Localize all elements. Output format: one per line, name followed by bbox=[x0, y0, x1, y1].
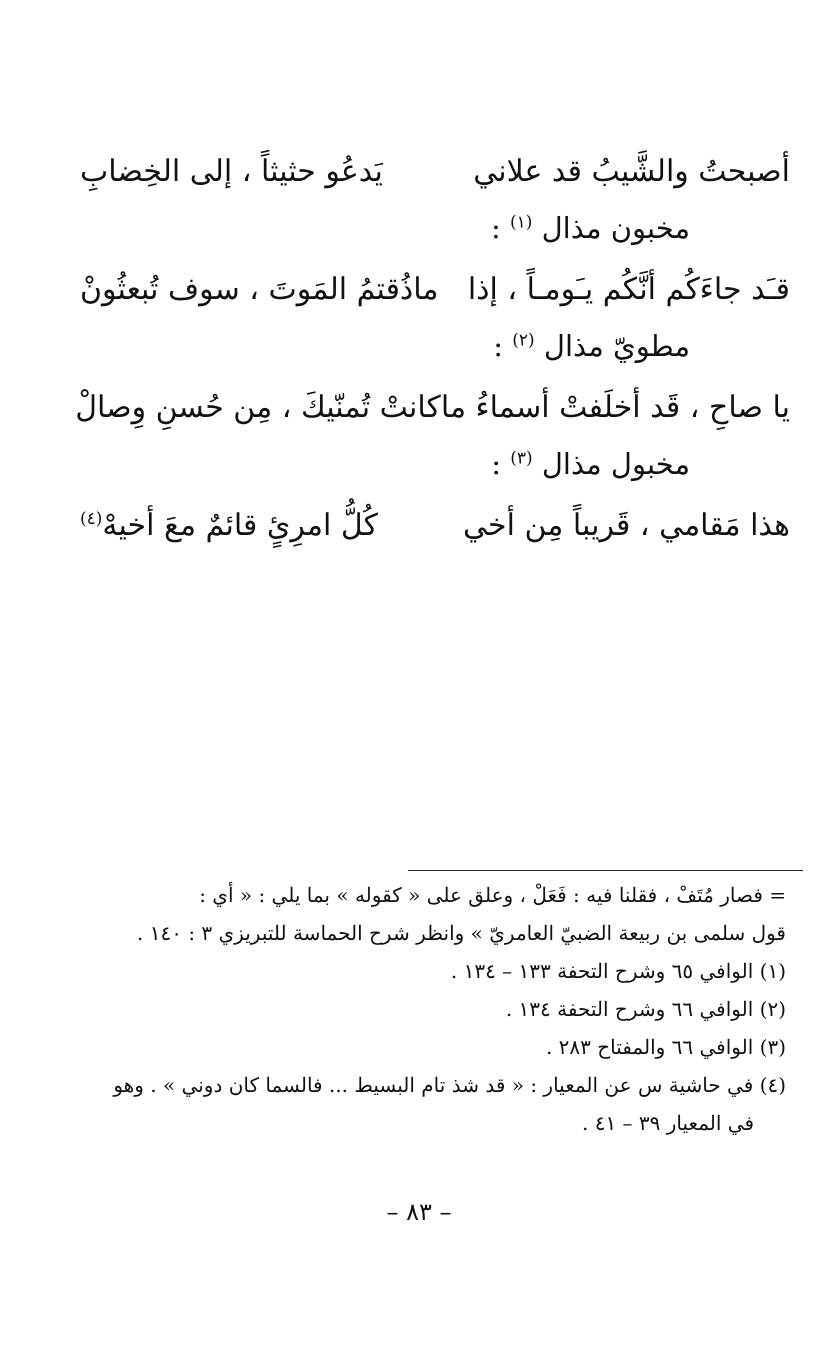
verse-line-1 bbox=[80, 150, 790, 206]
footnote-4-continuation: في المعيار ٣٩ – ٤١ . bbox=[582, 1111, 754, 1135]
footnote-4: (٤) في حاشية س عن المعيار : « قد شذ تام البسيط ... فالسما كان دوني » . وهو bbox=[113, 1073, 786, 1097]
footnote-ref-3: (٣) bbox=[510, 448, 533, 469]
verse-4-first-hemistich: هذا مَقامي ، قَريباً مِن أخي bbox=[463, 508, 790, 543]
footnotes bbox=[66, 878, 786, 1144]
verse-block bbox=[75, 150, 790, 560]
colon: : bbox=[493, 329, 504, 363]
verse-3-first-hemistich: يا صاحِ ، قَد أخلَفتْ أسماءُ ما bbox=[440, 390, 790, 425]
colon: : bbox=[490, 211, 501, 245]
verse-2-second-hemistich: ماذُقتمُ المَوتَ ، سوف تُبعثُونْ bbox=[80, 272, 439, 307]
meter-label-2 bbox=[80, 324, 790, 386]
page-number: – ٨٣ – bbox=[386, 1198, 452, 1226]
meter-label-3-text: مخبول مذال bbox=[541, 447, 690, 481]
footnote-continuation-2: قول سلمى بن ربيعة الضبيّ العامريّ » وانظر شرح الحماسة للتبريزي ٣ : ١٤٠ . bbox=[137, 921, 786, 945]
verse-line-3 bbox=[75, 386, 790, 442]
meter-label-2-text: مطويّ مذال bbox=[543, 329, 690, 363]
verse-4-second-hemistich bbox=[80, 504, 378, 560]
footnote-continuation-1: = فصار مُتَفْ ، فقلنا فيه : فَعَلْ ، وعلق على « كقوله » بما يلي : « أي : bbox=[199, 883, 786, 907]
colon: : bbox=[491, 447, 501, 481]
verse-1-first-hemistich: أصبحتُ والشَّيبُ قد علاني bbox=[473, 154, 790, 189]
verse-line-2 bbox=[80, 268, 790, 324]
meter-label-1 bbox=[80, 206, 790, 268]
footnote-divider bbox=[408, 870, 803, 871]
meter-label-3 bbox=[80, 442, 790, 504]
footnote-1: (١) الوافي ٦٥ وشرح التحفة ١٣٣ – ١٣٤ . bbox=[450, 959, 786, 983]
footnote-3: (٣) الوافي ٦٦ والمفتاح ٢٨٣ . bbox=[545, 1035, 786, 1059]
verse-2-first-hemistich: قـَد جاءَكُم أنَّكُم يـَومـاً ، إذا bbox=[467, 272, 790, 307]
footnote-2: (٢) الوافي ٦٦ وشرح التحفة ١٣٤ . bbox=[505, 997, 786, 1021]
verse-4-second-hemistich-text: كُلُّ امرِئٍ قائمٌ معَ أخيهْ bbox=[102, 508, 378, 543]
footnote-ref-1: (١) bbox=[509, 212, 533, 233]
verse-3-second-hemistich: كانتْ تُمنّيكَ ، مِن حُسنِ وِصالْ bbox=[75, 390, 441, 425]
meter-label-1-text: مخبون مذال bbox=[541, 211, 690, 245]
footnote-ref-4: (٤) bbox=[80, 509, 103, 529]
verse-1-second-hemistich: يَدعُو حثيثاً ، إلى الخِضابِ bbox=[80, 154, 383, 189]
verse-line-4 bbox=[80, 504, 790, 560]
footnote-ref-2: (٢) bbox=[512, 330, 535, 351]
